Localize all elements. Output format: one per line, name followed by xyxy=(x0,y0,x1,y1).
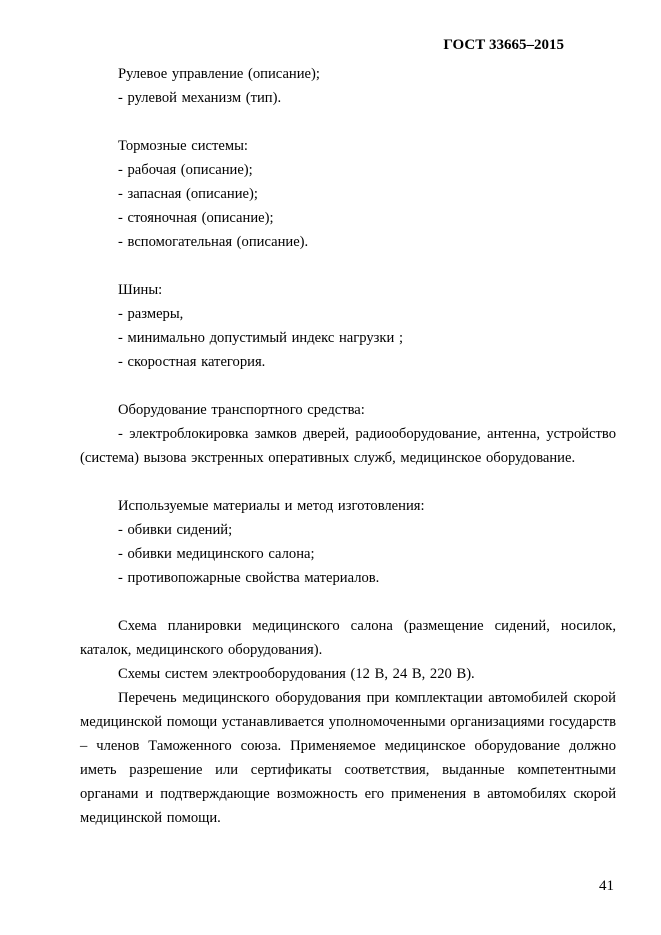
paragraph: - вспомогательная (описание). xyxy=(118,234,309,250)
paragraph: Шины: xyxy=(118,282,163,298)
paragraph: - размеры, xyxy=(118,306,184,322)
paragraph: - стояночная (описание); xyxy=(118,210,274,226)
paragraph: Рулевое управление (описание); xyxy=(118,66,320,82)
paragraph: Используемые материалы и метод изготовления: xyxy=(118,498,425,514)
paragraph: Схемы систем электрооборудования (12 В, 24 В, 220 В). xyxy=(118,666,475,682)
page-number: 41 xyxy=(599,878,614,894)
paragraph: - запасная (описание); xyxy=(118,186,258,202)
paragraph: Перечень медицинского оборудования при комплектации автомобилей скорой медицинской помощи устанавливается уполномоченными организациями государств – членов Таможенного союза. Применяемое медицинское оборудование должно иметь разрешение или сертификаты соответствия, выданные компетентными органами и подтверждающие возможность его применения в автомобилях скорой медицинской помощи. xyxy=(80,690,617,826)
document-body xyxy=(0,54,661,830)
document-header: ГОСТ 33665–2015 xyxy=(443,37,564,53)
paragraph: - обивки сидений; xyxy=(118,522,233,538)
paragraph: - рабочая (описание); xyxy=(118,162,253,178)
paragraph: - электроблокировка замков дверей, радиооборудование, антенна, устройство (система) вызова экстренных оперативных служб, медицинское оборудование. xyxy=(80,426,616,466)
paragraph: Оборудование транспортного средства: xyxy=(118,402,365,418)
paragraph: - обивки медицинского салона; xyxy=(118,546,315,562)
paragraph: - скоростная категория. xyxy=(118,354,266,370)
paragraph: - рулевой механизм (тип). xyxy=(118,90,282,106)
paragraph: Схема планировки медицинского салона (размещение сидений, носилок, каталок, медицинского оборудования). xyxy=(80,618,616,658)
paragraph: - минимально допустимый индекс нагрузки ; xyxy=(118,330,404,346)
paragraph: - противопожарные свойства материалов. xyxy=(118,570,380,586)
paragraph: Тормозные системы: xyxy=(118,138,248,154)
